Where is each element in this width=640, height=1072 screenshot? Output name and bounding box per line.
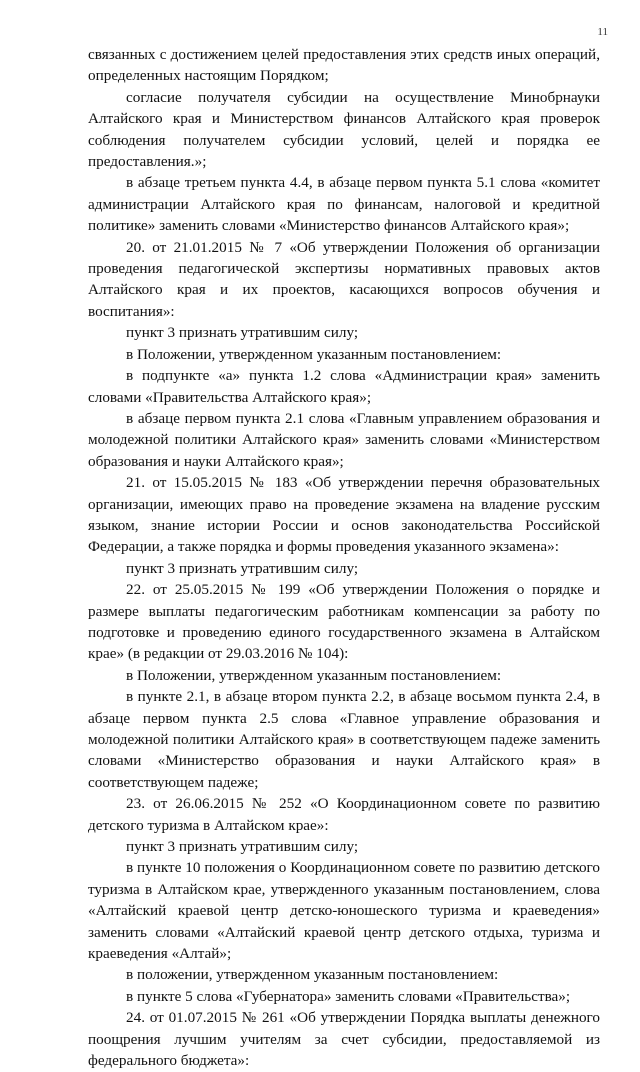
paragraph-continuation: связанных с достижением целей предоставления этих средств иных операций, определенных настоящим Порядком; (88, 46, 600, 85)
document-body (88, 44, 600, 1072)
paragraph-item-23-point-10: в пункте 10 положения о Координационном совете по развитию детского туризма в Алтайском крае, утвержденного указанным постановлением, слова «Алтайский краевой центр детско-юношеского туризма и краеведения» заменить словами «Алтайский краевой центр детского отдыха, туризма и краеведения «Алтай»; (88, 859, 600, 963)
paragraph-item-20-point-3: пункт 3 признать утратившим силу; (126, 324, 359, 342)
paragraph-consent-clause: согласие получателя субсидии на осуществление Минобрнауки Алтайского края и Министерством финансов Алтайского края проверок соблюдения получателем субсидии условий, целей и порядка ее предоставления.»; (88, 88, 600, 171)
paragraph-item-21-point-3: пункт 3 признать утратившим силу; (126, 559, 359, 577)
page-number: 11 (597, 26, 608, 38)
paragraph-item-20-subpoint-a: в подпункте «а» пункта 1.2 слова «Администрации края» заменить словами «Правительства Алтайского края»; (88, 367, 600, 406)
paragraph-item-21: 21. от 15.05.2015 № 183 «Об утверждении перечня образовательных организации, имеющих право на проведение экзамена на владение русским языком, знание истории России и основ законодательства Российской Федерации, а также порядка и формы проведения указанного экзамена»: (88, 474, 600, 556)
paragraph-item-22-regulation: в Положении, утвержденном указанным постановлением: (126, 666, 502, 684)
paragraph-item-23-point-3: пункт 3 признать утратившим силу; (126, 838, 359, 856)
paragraph-item-23-regulation: в положении, утвержденном указанным постановлением: (126, 966, 499, 984)
paragraph-item-20-point-2-1: в абзаце первом пункта 2.1 слова «Главным управлением образования и молодежной политики Алтайского края» заменить словами «Министерством образования и науки Алтайского края»; (88, 409, 600, 470)
paragraph-item-23-point-5: в пункте 5 слова «Губернатора» заменить словами «Правительства»; (126, 987, 571, 1005)
paragraph-item-22: 22. от 25.05.2015 № 199 «Об утверждении Положения о порядке и размере выплаты педагогическим работникам компенсации за работу по подготовке и проведению единого государственного экзамена в Алтайском крае» (в редакции от 29.03.2016 № 104): (88, 581, 600, 663)
paragraph-item-22-amendment: в пункте 2.1, в абзаце втором пункта 2.2, в абзаце восьмом пункта 2.4, в абзаце первом пункта 2.5 слова «Главное управление образования и молодежной политики Алтайского края» в соответствующем падеже заменить словами «Министерство образования и науки Алтайского края» в соответствующем падеже; (88, 688, 600, 791)
paragraph-amendment-4-4: в абзаце третьем пункта 4.4, в абзаце первом пункта 5.1 слова «комитет администрации Алтайского края по финансам, налоговой и кредитной политике» заменить словами «Министерство финансов Алтайского края»; (88, 174, 600, 235)
paragraph-item-20-regulation: в Положении, утвержденном указанным постановлением: (126, 345, 502, 363)
paragraph-item-23: 23. от 26.06.2015 № 252 «О Координационном совете по развитию детского туризма в Алтайском крае»: (88, 795, 600, 834)
paragraph-item-20: 20. от 21.01.2015 № 7 «Об утверждении Положения об организации проведения педагогической экспертизы нормативных правовых актов Алтайского края и их проектов, касающихся вопросов обучения и воспитания»: (88, 238, 600, 320)
paragraph-item-24: 24. от 01.07.2015 № 261 «Об утверждении Порядка выплаты денежного поощрения лучшим учителям за счет субсидии, предоставляемой из федерального бюджета»: (88, 1009, 600, 1070)
